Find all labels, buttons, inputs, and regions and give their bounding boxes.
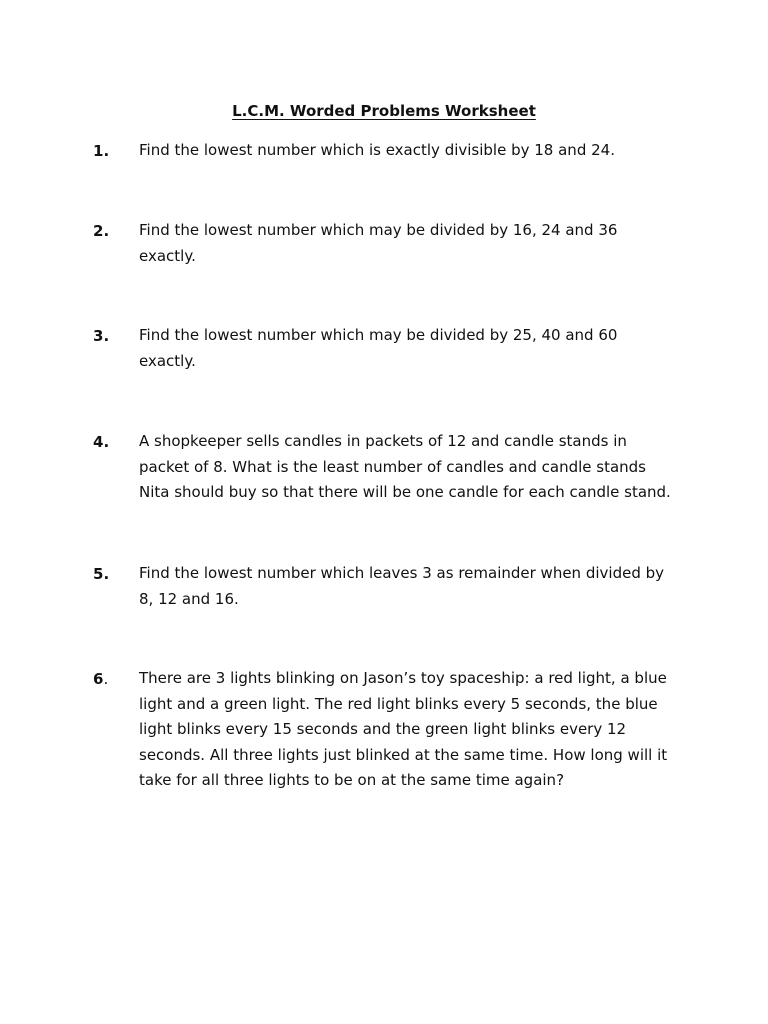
question-number-digit: 3 <box>93 327 104 345</box>
question-number-dot: . <box>103 433 110 451</box>
question-text <box>139 666 679 794</box>
question-line: packet of 8. What is the least number of candles and candle stands <box>139 457 646 476</box>
question-number <box>93 561 109 587</box>
question-text <box>139 218 679 269</box>
worksheet-title: L.C.M. Worded Problems Worksheet <box>232 102 536 120</box>
question-number-dot: . <box>103 222 110 240</box>
question-line: Find the lowest number which is exactly divisible by 18 and 24. <box>139 141 615 159</box>
question-number <box>93 666 108 692</box>
question-number-digit: 2 <box>93 222 104 240</box>
question-number <box>93 218 109 244</box>
question-text <box>139 429 679 506</box>
question-line: take for all three lights to be on at the same time again? <box>139 771 565 790</box>
question-text <box>139 138 679 164</box>
question-line: light blinks every 15 seconds and the green light blinks every 12 <box>139 720 627 739</box>
question-number-digit: 1 <box>93 142 104 160</box>
question-line: Nita should buy so that there will be one candle for each candle stand. <box>139 483 671 502</box>
question-text <box>139 323 679 374</box>
question-number-digit: 4 <box>93 433 104 451</box>
question-line: seconds. All three lights just blinked at the same time. How long will it <box>139 745 668 764</box>
question-line: 8, 12 and 16. <box>139 589 239 608</box>
question-line: Find the lowest number which may be divided by 25, 40 and 60 <box>139 326 618 344</box>
question-line: There are 3 lights blinking on Jason’s toy spaceship: a red light, a blue <box>139 669 667 687</box>
question-number-digit: 5 <box>93 565 104 583</box>
question-number-dot: . <box>103 565 110 583</box>
question-line: Find the lowest number which leaves 3 as remainder when divided by <box>139 564 665 582</box>
question-number-dot: . <box>103 670 109 688</box>
question-line: exactly. <box>139 246 196 265</box>
question-number-dot: . <box>103 142 110 160</box>
question-line: Find the lowest number which may be divided by 16, 24 and 36 <box>139 221 618 239</box>
question-number <box>93 138 109 164</box>
question-line: A shopkeeper sells candles in packets of 12 and candle stands in <box>139 432 627 450</box>
question-number-digit: 6 <box>93 670 104 688</box>
question-number-dot: . <box>103 327 110 345</box>
question-number <box>93 323 109 349</box>
question-line: exactly. <box>139 351 196 370</box>
question-number <box>93 429 109 455</box>
question-text <box>139 561 679 612</box>
question-line: light and a green light. The red light blinks every 5 seconds, the blue <box>139 694 658 713</box>
